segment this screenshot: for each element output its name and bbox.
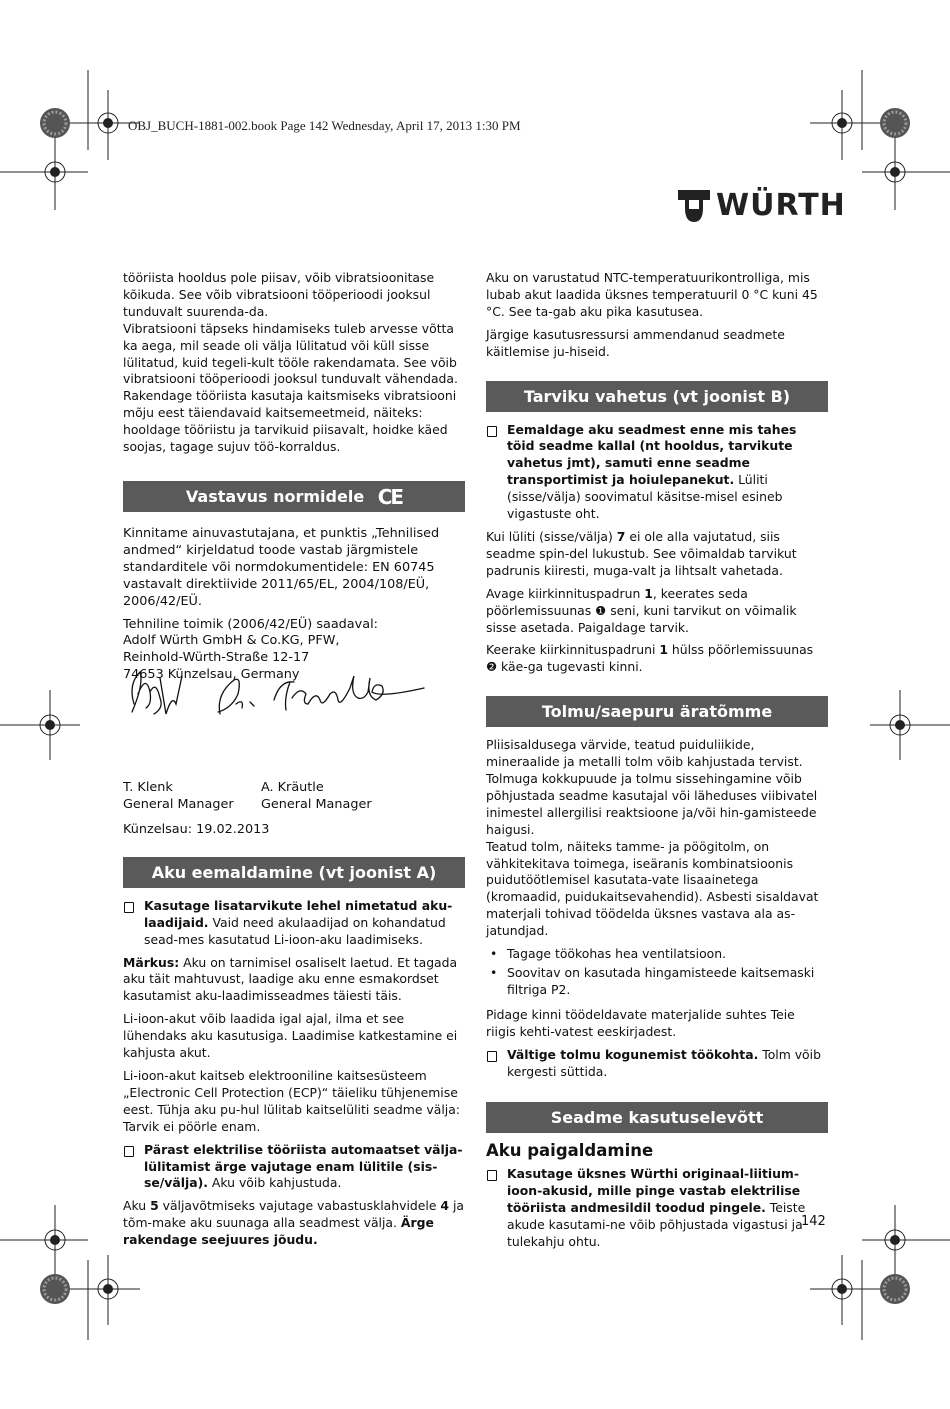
- bullet-item: • Soovitav on kasutada hingamisteede kaitsemaski filtriga P2.: [490, 965, 815, 997]
- paragraph: Li-ioon-akut võib laadida igal ajal, ilma et see lühendaks aku kasutusiga. Laadimise katkestamine ei kahjusta akut.: [123, 1011, 458, 1061]
- handwritten-signatures: [124, 664, 434, 724]
- paragraph: Pliisisaldusega värvide, teatud puiduliikide, mineraalide ja metalli tolm võib kahjustada tervist. Tolmuga kokkupuude ja tolmu sissehingamine võib põhjustada seadme kasutajal või läheduses viibivatel inimestel allergilisi reaktsioone ja/või hin-gamisteede haigusi.: [486, 737, 818, 837]
- signer-role: General Manager: [261, 797, 372, 813]
- wurth-logo: [676, 186, 846, 226]
- instruction-item: Kasutage üksnes Würthi originaal-liitium-ioon-akusid, mille pinge vastab elektrilise tööriista andmesildil toodud pingele. Teiste akude kasutami-ne võib põhjustada vigastusi ja tulekahju ohtu.: [486, 1166, 828, 1251]
- subsection-title: Aku paigaldamine: [486, 1141, 654, 1161]
- paragraph: Kui lüliti (sisse/välja) 7 ei ole alla vajutatud, siis seadme spin-del lukustub. See võimaldab tarvikut padrunis kiiresti, muga-valt ja lihtsalt vahetada.: [486, 528, 797, 578]
- signer-block: [123, 780, 465, 814]
- tech-file-label: Tehniline toimik (2006/42/EÜ) saadaval:: [123, 616, 378, 632]
- paragraph: Avage kiirkinnituspadrun 1, keerates seda pöörlemissuunas ❶ seni, kuni tarvikut on võimalik sisse asetada. Paigaldage tarvik.: [486, 585, 797, 635]
- instruction-item: Vältige tolmu kogunemist töökohta. Tolm võib kergesti süttida.: [486, 1047, 828, 1081]
- bullet-item: • Tagage töökohas hea ventilatsioon.: [490, 946, 727, 962]
- section-title: Vastavus normidele: [185, 486, 365, 506]
- ce-mark-icon: CE: [377, 484, 403, 509]
- logo-text: WÜRTH: [716, 188, 846, 223]
- conformity-declaration: Kinnitame ainuvastutajana, et punktis „Tehnilised andmed“ kirjeldatud toode vastab järgmistele standarditele või normdokumentidele: EN 60745 vastavalt direktiivide 2011/65/EL, 2004/108/EÜ, 2006/42/EÜ.: [123, 525, 440, 609]
- intro-paragraph-1: tööriista hooldus pole piisav, võib vibratsioonitase kõikuda. See võib vibratsiooni tööperioodi jooksul tunduvalt suurenda-da.: [123, 270, 435, 319]
- checkbox-icon: [124, 1146, 134, 1157]
- section-heading-dust-extraction: Tolmu/saepuru äratõmme: [486, 696, 828, 727]
- address-line: Reinhold-Würth-Straße 12-17: [123, 650, 310, 666]
- note-paragraph: Märkus: Aku on tarnimisel osaliselt laetud. Et tagada aku täit mahtuvust, laadige aku enne esmakordset kasutamist aku-laadimisseadmes täiesti täis.: [123, 954, 458, 1004]
- signer-role: General Manager: [123, 797, 234, 813]
- right-column: [486, 270, 828, 1257]
- section-heading-tool-change: Tarviku vahetus (vt joonist B): [486, 381, 828, 412]
- signer-name: T. Klenk: [123, 780, 173, 796]
- instruction-item: Kasutage lisatarvikute lehel nimetatud aku-laadijaid. Vaid need akulaadijad on kohandatud sead-mes kasutatud Li-ioon-aku laadimiseks.: [123, 898, 465, 949]
- wurth-logo-icon: [676, 186, 712, 226]
- paragraph: Järgige kasutusressursi ammendanud seadmete käitlemise ju-hiseid.: [486, 326, 785, 359]
- intro-paragraph-3: Rakendage tööriista kasutaja kaitsmiseks vibratsiooni mõju eest täiendavaid kaitsemeetmeid, näiteks: hooldage tööriistu ja tarvikuid piisavalt, hoidke käed soojas, tagage sujuv töö-korraldus.: [123, 388, 457, 455]
- paragraph: Pidage kinni töödeldavate materjalide suhtes Teie riigis kehti-vatest eeskirjadest.: [486, 1006, 795, 1039]
- paragraph: Aku 5 väljavõtmiseks vajutage vabastusklahvidele 4 ja tõm-make aku suunaga alla seadmest välja. Ärge rakendage seejuures jõudu.: [123, 1198, 465, 1248]
- signature-date: Künzelsau: 19.02.2013: [123, 821, 270, 837]
- paragraph: Teatud tolm, näiteks tamme- ja pöögitolm, on vähkitekitava toimega, iseäranis kombinatsioonis puidutöötlemisel kasutata-vate lisaainetega (kromaadid, puidukaitsevahendid). Asbesti sisaldavat materjali tohivad töödelda üksnes vastava ala as-jatundjad.: [486, 838, 819, 939]
- address-line: Adolf Würth GmbH & Co.KG, PFW,: [123, 633, 340, 649]
- instruction-item: Eemaldage aku seadmest enne mis tahes töid seadme kallal (nt hooldus, tarvikute vahetus jmt), samuti enne seadme transportimist ja hoiulepanekut. Lüliti (sisse/välja) soovimatul käsitse-misel esineb vigastuste oht.: [486, 422, 828, 523]
- checkbox-icon: [487, 426, 497, 437]
- instruction-item: Pärast elektrilise tööriista automaatset välja-lülitamist ärge vajutage enam lülitile (sis-se/välja). Aku võib kahjustuda.: [123, 1142, 465, 1193]
- print-header: OBJ_BUCH-1881-002.book Page 142 Wednesday, April 17, 2013 1:30 PM: [128, 118, 521, 133]
- intro-paragraph-2: Vibratsiooni täpseks hindamiseks tuleb arvesse võtta ka aega, mil seade oli välja lülitatud või küll sisse lülitatud, kuid tegeli-kult tööle rakendamata. See võib vibratsiooni tööperioodi jooksul tunduvalt vähendada.: [123, 320, 458, 387]
- checkbox-icon: [124, 902, 134, 913]
- left-column: [123, 270, 465, 1255]
- paragraph: Li-ioon-akut kaitseb elektrooniline kaitsesüsteem „Electronic Cell Protection (ECP)“ täieliku tühjenemise eest. Tühja aku pu-hul lülitab kaitselüliti seadme välja: Tarvik ei pöörle enam.: [123, 1068, 460, 1134]
- section-heading-battery-removal: Aku eemaldamine (vt joonist A): [123, 857, 465, 888]
- section-heading-conformity: [123, 481, 465, 512]
- checkbox-icon: [487, 1051, 497, 1062]
- paragraph: Aku on varustatud NTC-temperatuurikontrolliga, mis lubab akut laadida üksnes temperatuuril 0 °C kuni 45 °C. See ta-gab aku pika kasutusea.: [486, 270, 818, 319]
- signer-name: A. Kräutle: [261, 780, 324, 796]
- checkbox-icon: [487, 1170, 497, 1181]
- address-line: 74653 Künzelsau, Germany: [123, 667, 300, 683]
- paragraph: Keerake kiirkinnituspadruni 1 hülss pöörlemissuunas ❷ käe-ga tugevasti kinni.: [486, 642, 814, 675]
- page-number: 142: [801, 1214, 826, 1229]
- section-heading-startup: Seadme kasutuselevõtt: [486, 1102, 828, 1133]
